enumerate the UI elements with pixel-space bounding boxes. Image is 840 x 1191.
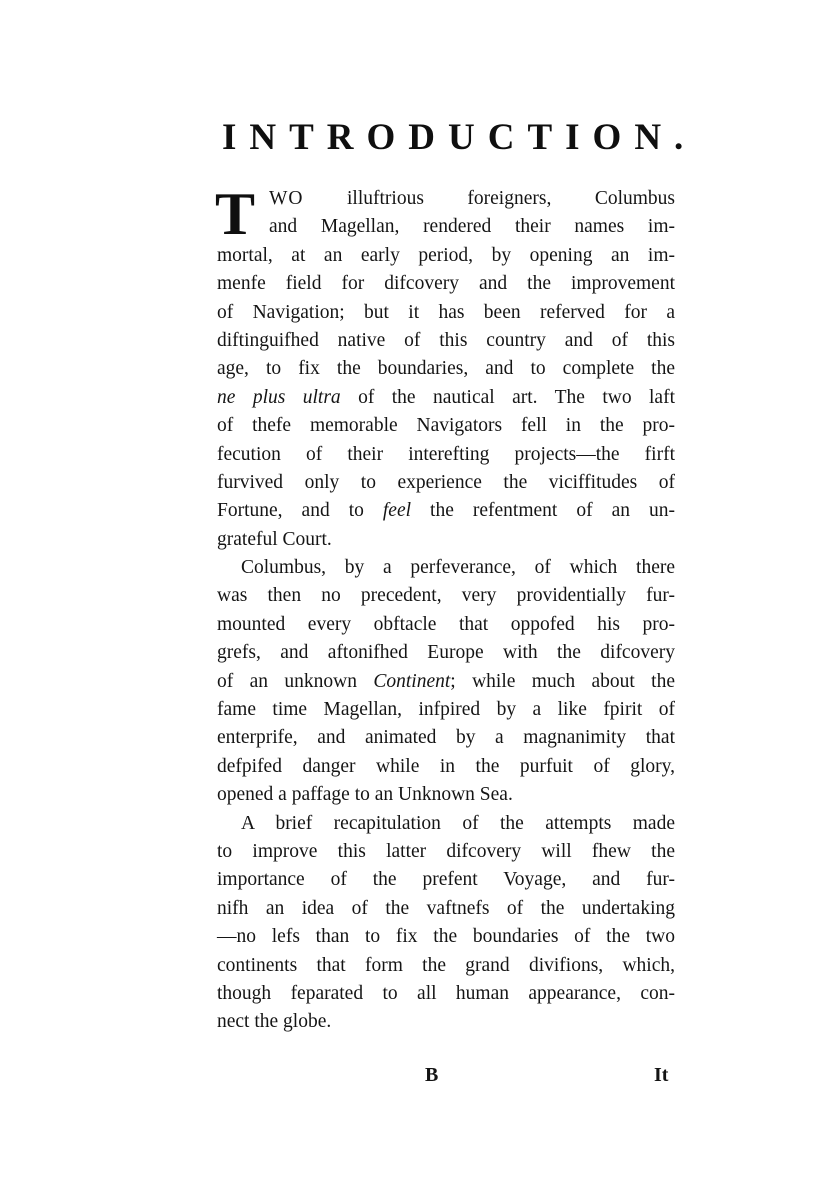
first-word-rest: WO [269,188,304,209]
text-line: grefs, and aftonifhed Europe with the difcovery [217,642,675,664]
paragraph [217,554,675,810]
text-line: Columbus, by a perfeverance, of which there [241,557,675,579]
text-line: was then no precedent, very providentially fur- [217,585,675,607]
catchword: It [654,1064,669,1086]
text-line: nect the globe. [217,1011,332,1033]
text-line: though feparated to all human appearance, con- [217,982,675,1004]
text-line: fecution of their interefting projects—the firft [217,443,675,465]
text-line: Fortune, and to feel the refentment of an un- [217,500,676,522]
text-line: opened a paffage to an Unknown Sea. [217,784,513,806]
text-line: grateful Court. [217,528,332,550]
text-line: enterprife, and animated by a magnanimity that [217,727,675,749]
text-line: illuftrious foreigners, Columbus [347,188,675,209]
body-text [215,181,676,1037]
paragraph [217,810,675,1037]
signature-mark: B [425,1064,439,1086]
text-line: menfe field for difcovery and the improvement [217,273,675,295]
text-line: of Navigation; but it has been referved for a [217,301,675,323]
text-line: age, to fix the boundaries, and to complete the [217,358,675,380]
text-line: importance of the prefent Voyage, and fur- [217,869,675,891]
text-line: —no lefs than to fix the boundaries of the two [217,926,675,948]
chapter-heading: INTRODUCTION. [222,117,697,158]
text-line: defpifed danger while in the purfuit of glory, [217,755,675,777]
text-line: A brief recapitulation of the attempts made [241,812,675,834]
text-line: furvived only to experience the viciffitudes of [217,471,675,493]
text-line: ne plus ultra of the nautical art. The two laft [217,386,675,408]
text-line: to improve this latter difcovery will fhew the [217,840,675,862]
paragraph [215,181,676,554]
drop-cap: T [215,181,256,247]
text-line: fame time Magellan, infpired by a like fpirit of [217,699,675,721]
text-line: continents that form the grand divifions, which, [217,954,675,976]
text-line: of an unknown Continent; while much about the [217,670,675,692]
text-line: of thefe memorable Navigators fell in the pro- [217,415,675,437]
text-line: nifh an idea of the vaftnefs of the undertaking [217,897,675,919]
text-line: mounted every obftacle that oppofed his pro- [217,613,675,635]
text-line: mortal, at an early period, by opening an im- [217,244,675,266]
text-line: and Magellan, rendered their names im- [269,216,675,238]
text-line: diftinguifhed native of this country and of this [217,329,675,351]
